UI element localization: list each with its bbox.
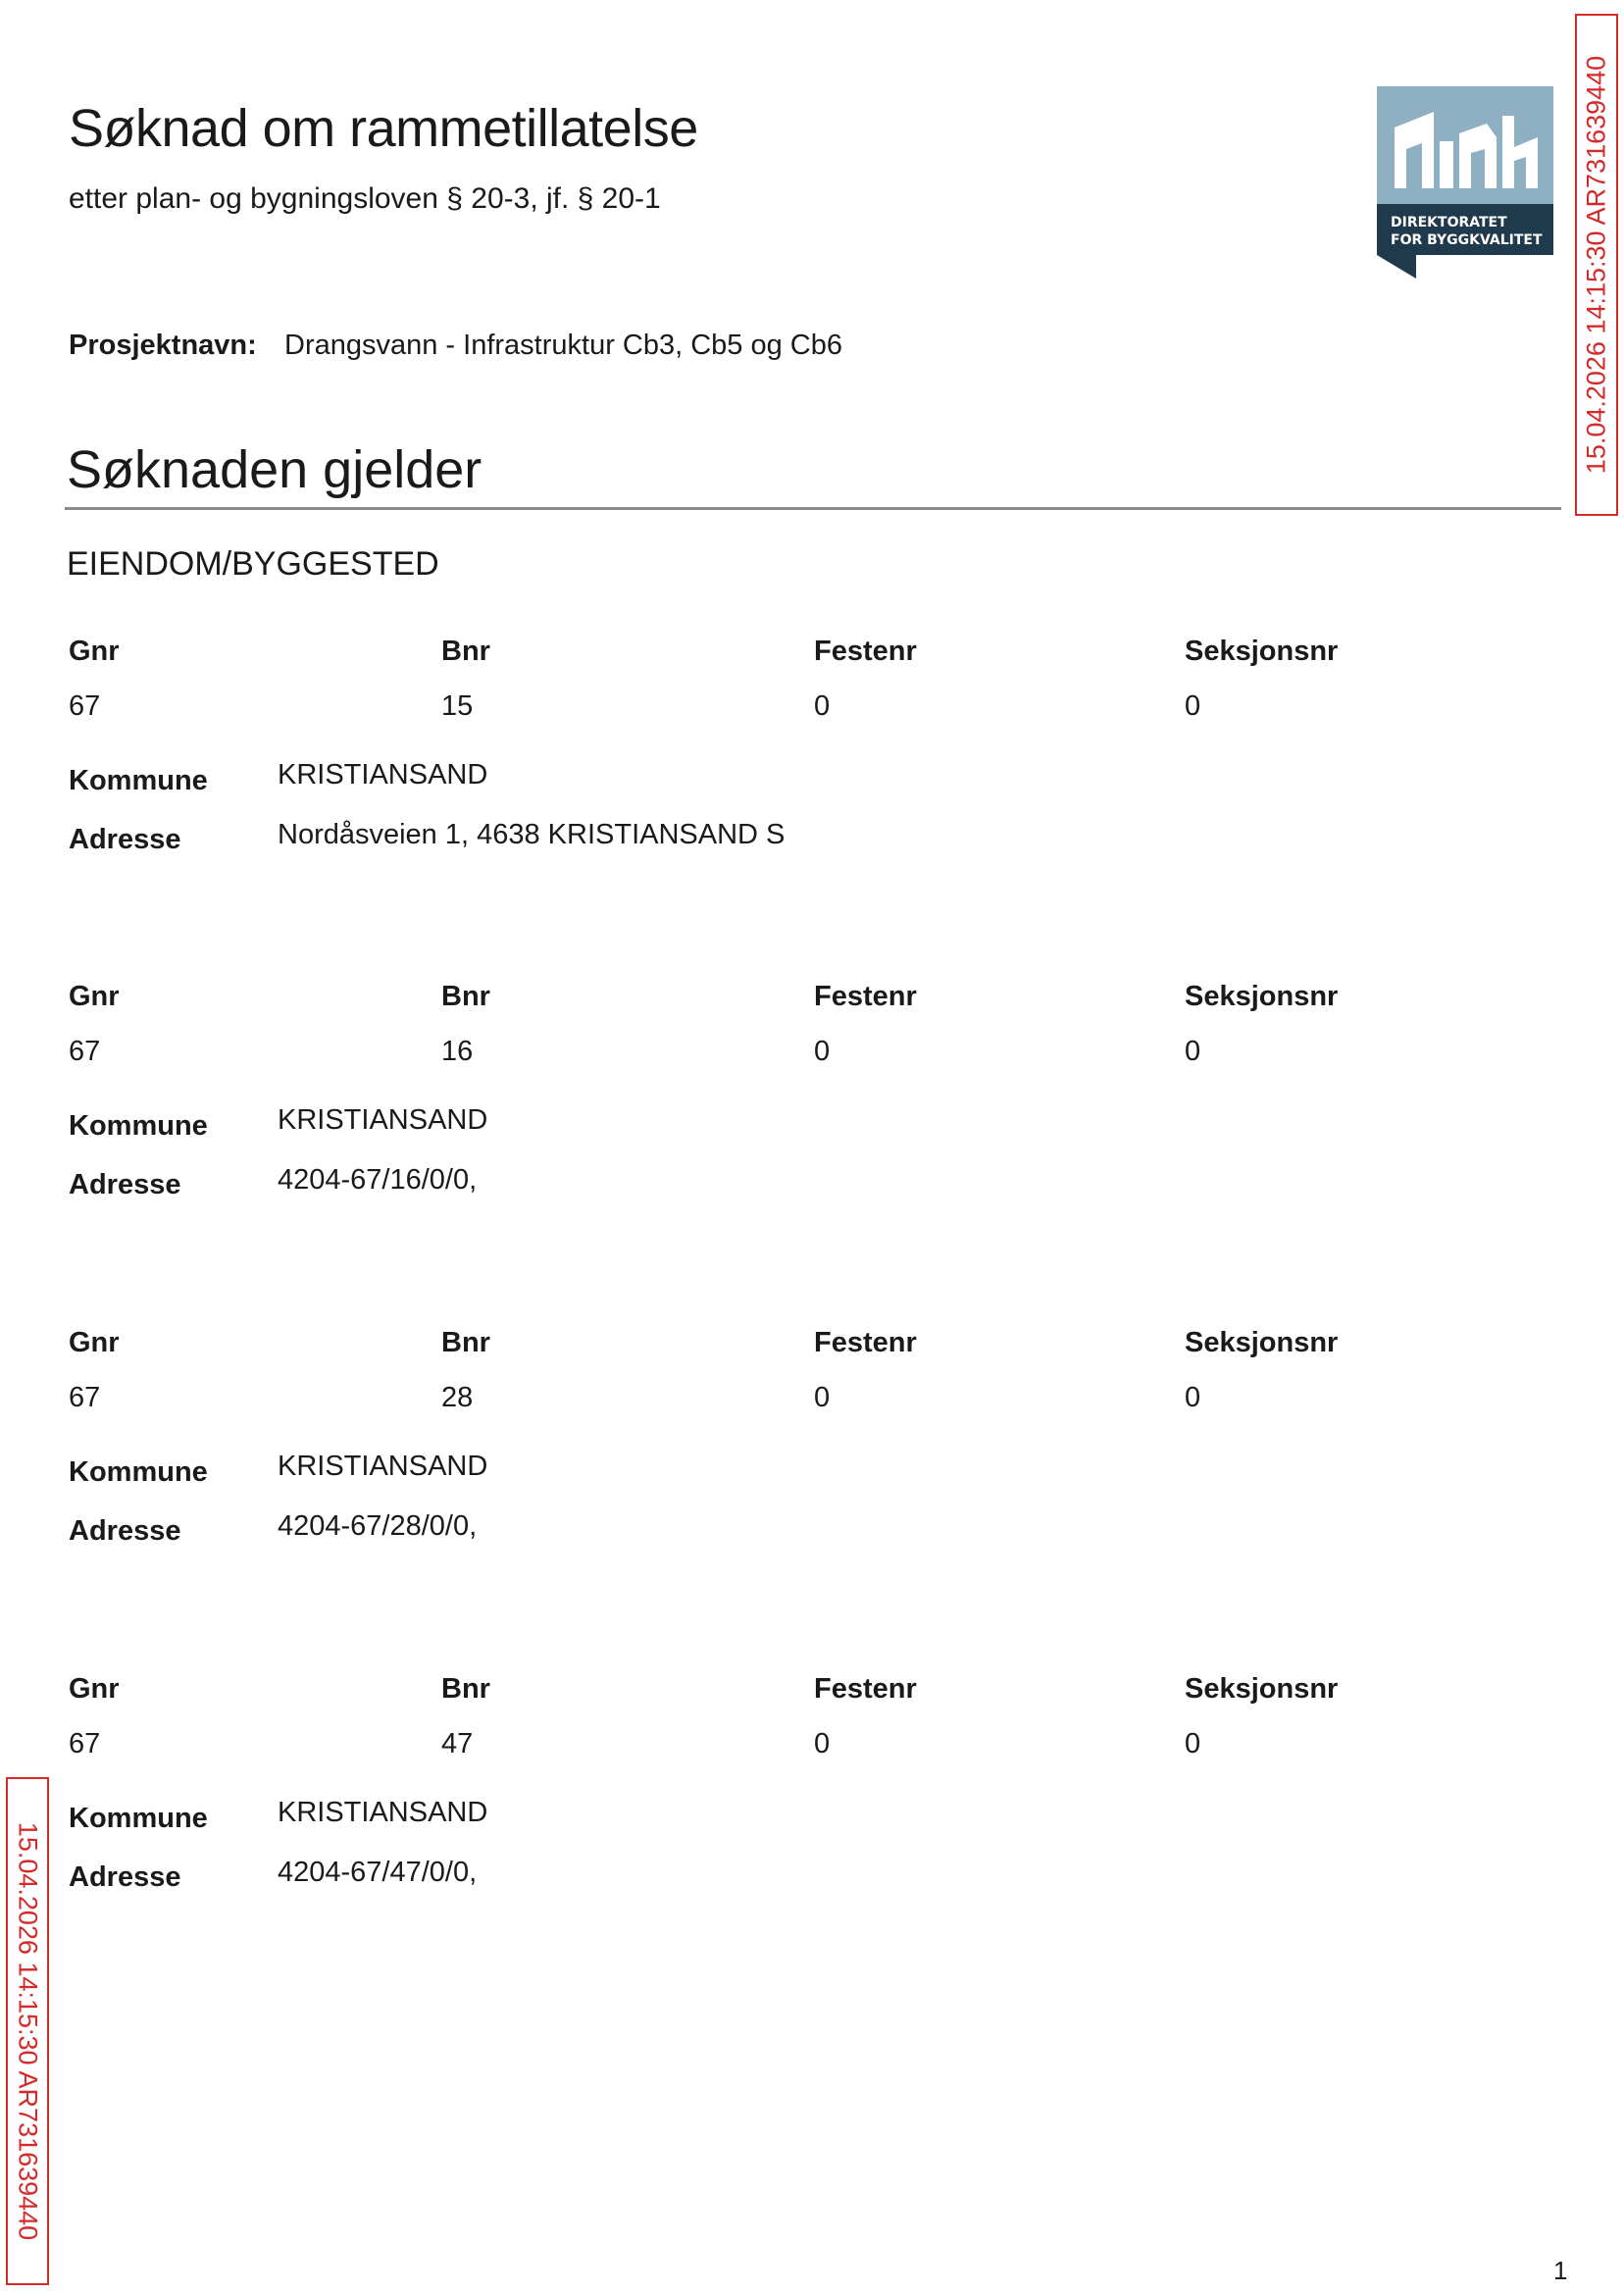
property-block [0,981,1569,1275]
dibk-logo [1377,86,1553,279]
kommune-label: Kommune [69,1803,208,1834]
receipt-stamp-top-text: 15.04.2026 14:15:30 AR731639440 [1581,55,1611,475]
bnr-label: Bnr [441,1327,490,1358]
seksjonsnr-label: Seksjonsnr [1185,1673,1339,1705]
kommune-value: KRISTIANSAND [278,1451,488,1482]
gnr-label: Gnr [69,981,120,1012]
festenr-label: Festenr [814,636,917,667]
kommune-label: Kommune [69,1456,208,1488]
section-title: Søknaden gjelder [67,440,482,499]
gnr-label: Gnr [69,636,120,667]
kommune-value: KRISTIANSAND [278,1104,488,1136]
kommune-value: KRISTIANSAND [278,759,488,790]
seksjonsnr-label: Seksjonsnr [1185,981,1339,1012]
kommune-value: KRISTIANSAND [278,1797,488,1828]
project-name-label: Prosjektnavn: [69,330,257,361]
adresse-value: 4204-67/16/0/0, [278,1164,478,1196]
property-block [0,1327,1569,1621]
document-title: Søknad om rammetillatelse [69,99,698,158]
gnr-value: 67 [69,1382,101,1413]
page-number: 1 [1553,2256,1568,2285]
festenr-value: 0 [814,1728,831,1759]
adresse-value: 4204-67/47/0/0, [278,1857,478,1888]
seksjonsnr-label: Seksjonsnr [1185,636,1339,667]
festenr-label: Festenr [814,1673,917,1705]
receipt-stamp-top [1575,14,1618,516]
festenr-label: Festenr [814,981,917,1012]
gnr-value: 67 [69,1728,101,1759]
gnr-value: 67 [69,1036,101,1067]
bnr-value: 16 [441,1036,474,1067]
festenr-value: 0 [814,690,831,722]
kommune-label: Kommune [69,1110,208,1142]
gnr-label: Gnr [69,1327,120,1358]
adresse-value: Nordåsveien 1, 4638 KRISTIANSAND S [278,819,786,850]
adresse-label: Adresse [69,1169,181,1200]
bnr-value: 28 [441,1382,474,1413]
kommune-label: Kommune [69,765,208,796]
adresse-label: Adresse [69,824,181,855]
bnr-label: Bnr [441,1673,490,1705]
festenr-value: 0 [814,1382,831,1413]
seksjonsnr-value: 0 [1185,1382,1201,1413]
gnr-label: Gnr [69,1673,120,1705]
subsection-title: EIENDOM/BYGGESTED [67,545,439,583]
logo-text-line2: FOR BYGGKVALITET [1391,232,1543,248]
seksjonsnr-value: 0 [1185,1036,1201,1067]
adresse-value: 4204-67/28/0/0, [278,1510,478,1542]
adresse-label: Adresse [69,1861,181,1893]
receipt-stamp-bottom-text: 15.04.2026 14:15:30 AR731639440 [13,1821,43,2241]
document-subtitle: etter plan- og bygningsloven § 20-3, jf. § 20-1 [69,182,661,215]
seksjonsnr-label: Seksjonsnr [1185,1327,1339,1358]
seksjonsnr-value: 0 [1185,1728,1201,1759]
logo-text-line1: DIREKTORATET [1391,215,1507,230]
gnr-value: 67 [69,690,101,722]
bnr-label: Bnr [441,636,490,667]
bnr-value: 47 [441,1728,474,1759]
seksjonsnr-value: 0 [1185,690,1201,722]
festenr-value: 0 [814,1036,831,1067]
festenr-label: Festenr [814,1327,917,1358]
adresse-label: Adresse [69,1515,181,1547]
bnr-value: 15 [441,690,474,722]
section-divider [65,507,1561,510]
bnr-label: Bnr [441,981,490,1012]
property-block [0,1673,1569,1967]
project-name-value: Drangsvann - Infrastruktur Cb3, Cb5 og Cb6 [284,330,842,361]
property-block [0,636,1569,930]
